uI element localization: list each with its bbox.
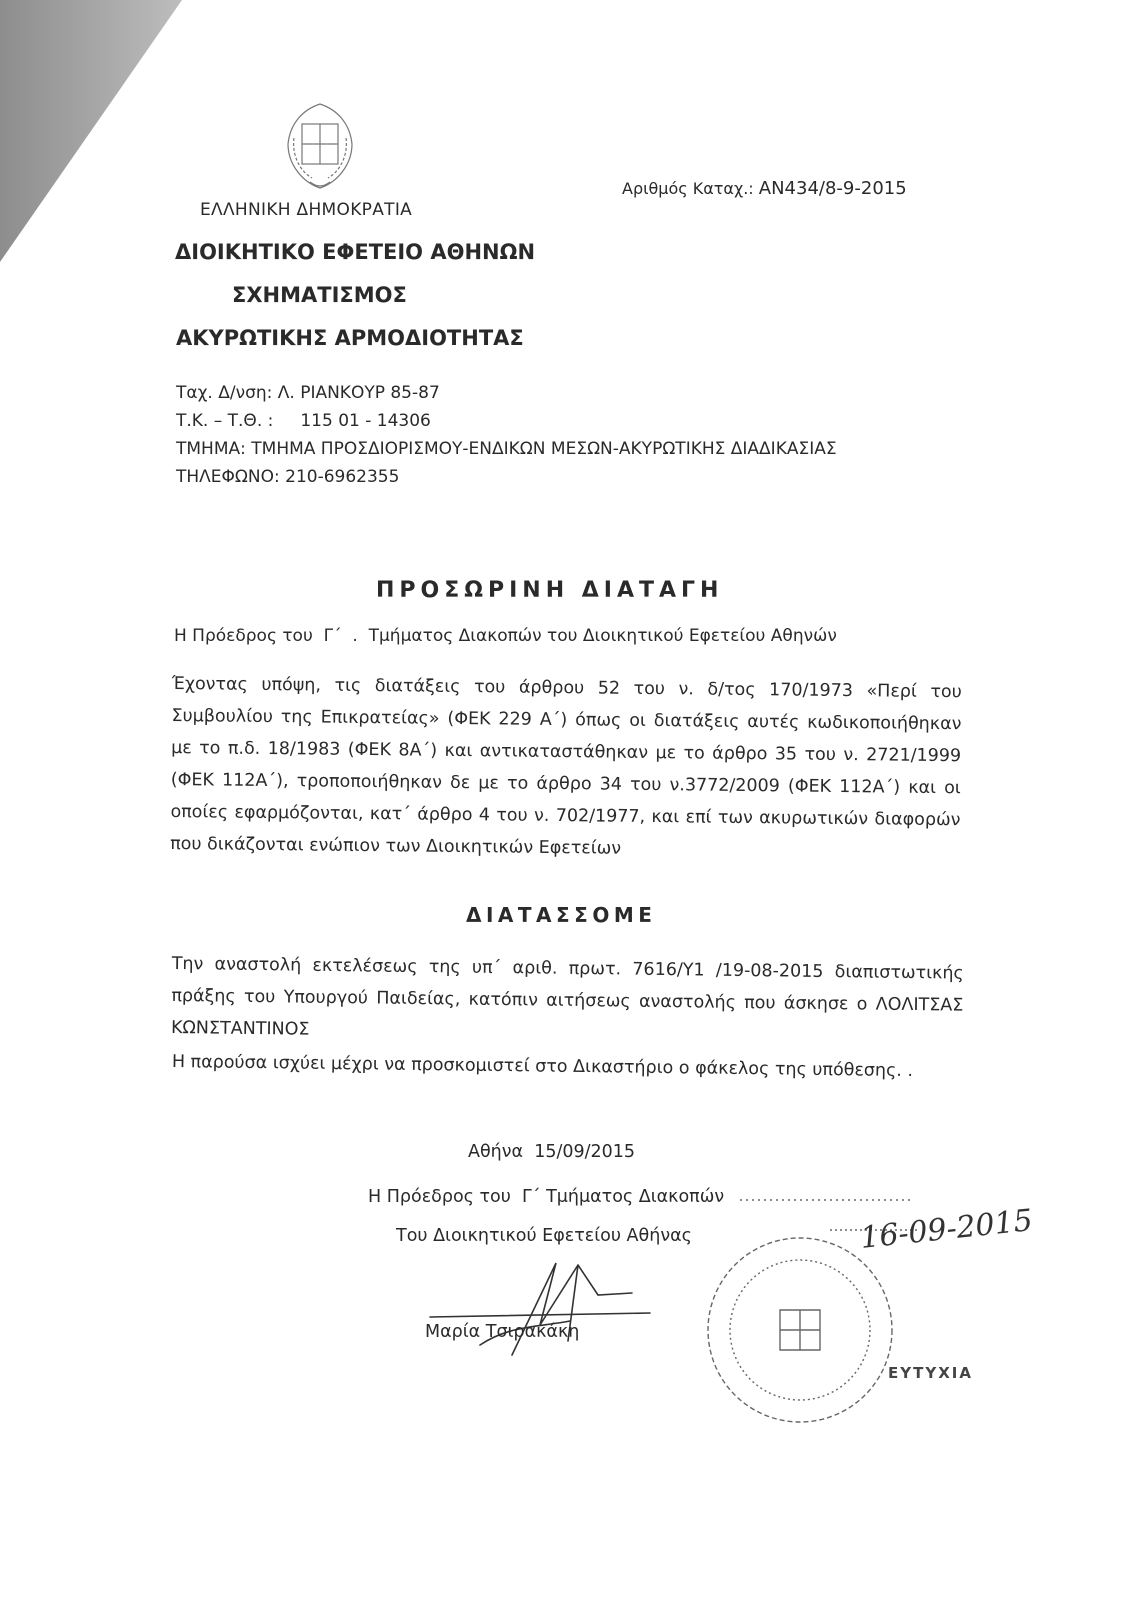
signatory-title-line2: Του Διοικητικού Εφετείου Αθήνας <box>396 1226 692 1246</box>
considering-paragraph: Έχοντας υπόψη, τις διατάξεις του άρθρου 52 του ν. δ/τος 170/1973 «Περί του Συμβουλίου της Επικρατείας» (ΦΕΚ 229 Α΄) όπως οι διατάξεις αυτές κωδικοποιήθηκαν με το π.δ. 18/1983 (ΦΕΚ 8Α΄) και αντικαταστάθηκαν με το άρθρο 35 του ν. 2721/1999 (ΦΕΚ 112Α΄), τροποποιήθηκαν δε με το άρθρο 34 του ν.3772/2009 (ΦΕΚ 112Α΄) και οι οποίες εφαρμόζονται, κατ΄ άρθρο 4 του ν. 702/1977, και επί των ακυρωτικών διαφορών που δικάζονται ενώπιον των Διοικητικών Εφετείων <box>170 673 962 859</box>
stamp-handwritten-date: 16-09-2015 <box>858 1203 1035 1256</box>
republic-label: ΕΛΛΗΝΙΚΗ ΔΗΜΟΚΡΑΤΙΑ <box>200 200 413 220</box>
stamp-text: ΕΥΤΥΧΙΑ <box>888 1364 973 1382</box>
registration-number <box>622 178 907 199</box>
greek-emblem-icon <box>272 98 368 194</box>
formation-label: ΣΧΗΜΑΤΙΣΜΟΣ <box>232 283 407 307</box>
scan-shadow <box>0 0 190 270</box>
validity-line: Η παρούσα ισχύει μέχρι να προσκομιστεί στο Δικαστήριο ο φάκελος της υπόθεσης. . <box>171 1052 914 1082</box>
signatory-name: Μαρία Τσιρακάκη <box>425 1322 580 1342</box>
document-title: ΠΡΟΣΩΡΙΝΗ ΔΙΑΤΑΓΗ <box>376 578 724 603</box>
jurisdiction-label: ΑΚΥΡΩΤΙΚΗΣ ΑΡΜΟΔΙΟΤΗΤΑΣ <box>176 326 524 350</box>
registration-label: Αριθμός Καταχ.: <box>622 179 754 198</box>
phone-line: ΤΗΛΕΦΩΝΟ: 210-6962355 <box>176 467 400 487</box>
postal-address: Ταχ. Δ/νση: Λ. ΡΙΑΝΚΟΥΡ 85-87 <box>176 383 440 403</box>
registration-value: ΑΝ434/8-9-2015 <box>758 178 907 199</box>
department-line: ΤΜΗΜΑ: ΤΜΗΜΑ ΠΡΟΣΔΙΟΡΙΣΜΟΥ-ΕΝΔΙΚΩΝ ΜΕΣΩΝ-ΑΚΥΡΩΤΙΚΗΣ ΔΙΑΔΙΚΑΣΙΑΣ <box>176 439 837 459</box>
handwritten-signature <box>420 1255 660 1365</box>
order-paragraph: Την αναστολή εκτελέσεως της υπ΄ αριθ. πρωτ. 7616/Υ1 /19-08-2015 διαπιστωτικής πράξης του Υπουργού Παιδείας, κατόπιν αιτήσεως αναστολής που άσκησε ο ΛΟΛΙΤΣΑΣ ΚΩΝΣΤΑΝΤΙΝΟΣ <box>170 953 964 1040</box>
signatory-title-line1: Η Πρόεδρος του Γ΄ Τμήματος Διακοπών <box>368 1187 725 1207</box>
court-name: ΔΙΟΙΚΗΤΙΚΟ ΕΦΕΤΕΙΟ ΑΘΗΝΩΝ <box>175 240 536 264</box>
president-line: Η Πρόεδρος του Γ΄ . Τμήματος Διακοπών του Διοικητικού Εφετείου Αθηνών <box>174 626 837 646</box>
postal-code: Τ.Κ. – Τ.Θ. : 115 01 - 14306 <box>176 411 431 431</box>
order-title: ΔΙΑΤΑΣΣΟΜΕ <box>466 903 657 927</box>
city-date: Αθήνα 15/09/2015 <box>468 1142 636 1162</box>
